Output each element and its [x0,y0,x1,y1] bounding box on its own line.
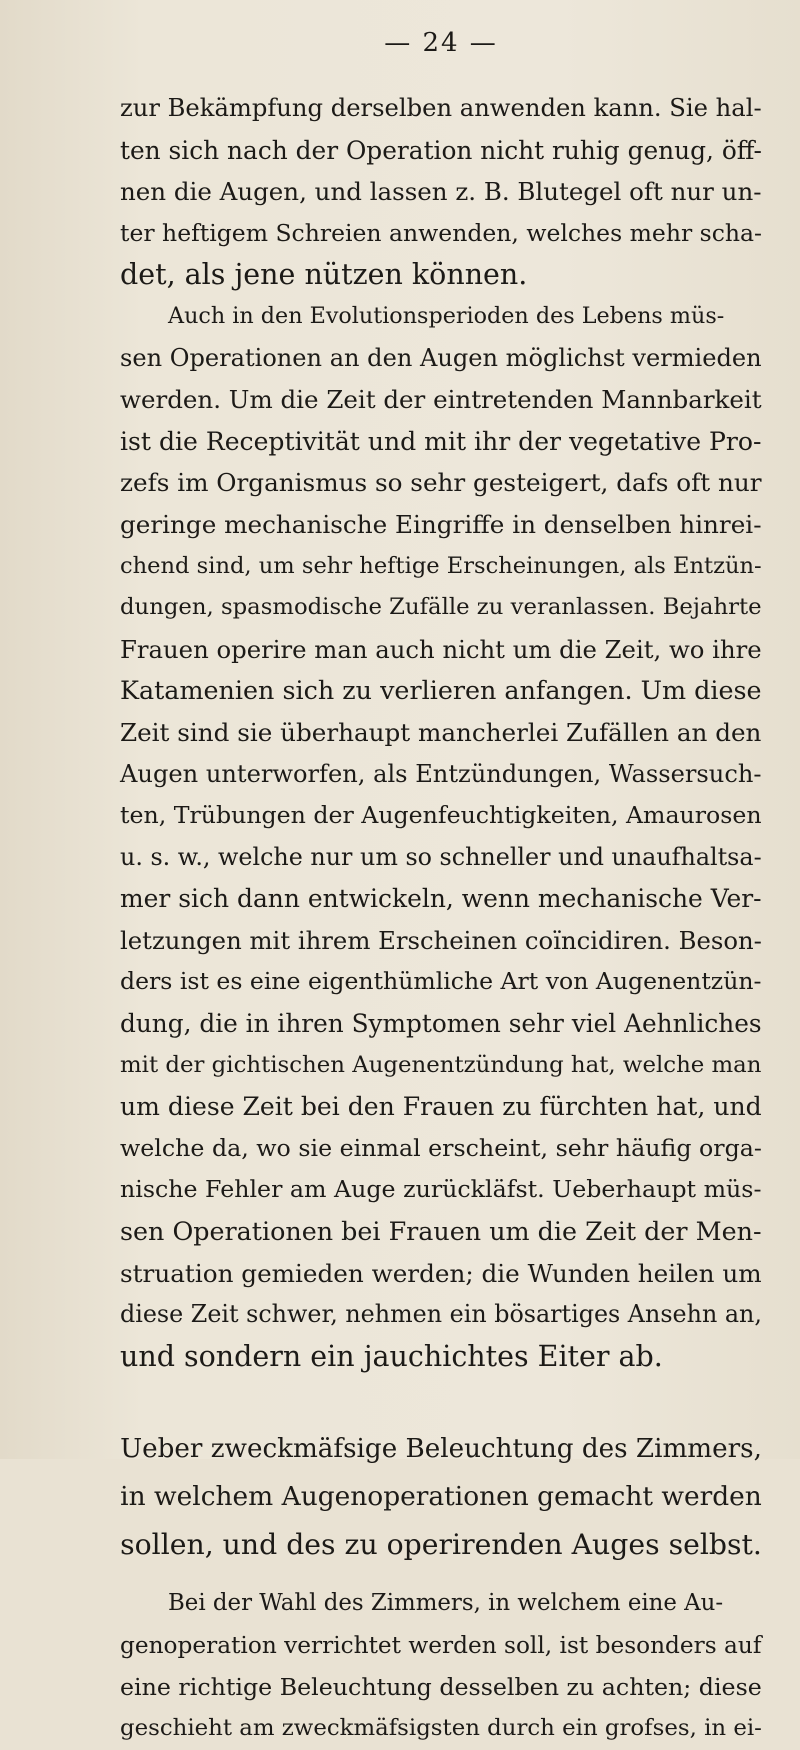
text-line: mer sich dann entwickeln, wenn mechanische Ver- [120,884,762,914]
text-line: werden. Um die Zeit der eintretenden Mannbarkeit [120,385,762,415]
text-line: ders ist es eine eigenthümliche Art von Augenentzün- [120,967,762,996]
text-line: det, als jene nützen können. [120,258,528,292]
text-line: struation gemieden werden; die Wunden heilen um [120,1258,762,1288]
paragraph-1 [120,88,762,296]
text-line: welche da, wo sie einmal erscheint, sehr häufig orga- [120,1133,762,1162]
text-line: letzungen mit ihrem Erscheinen coïncidiren. Beson- [120,925,762,955]
text-line: ten, Trübungen der Augenfeuchtigkeiten, Amaurosen [120,801,762,830]
text-line: Bei der Wahl des Zimmers, in welchem eine Au- [168,1590,724,1617]
text-line: nische Fehler am Auge zurückläfst. Ueberhaupt müs- [120,1175,762,1204]
paragraph-2 [120,296,762,1377]
text-line: genoperation verrichtet werden soll, ist besonders auf [120,1632,762,1659]
text-line: zur Bekämpfung derselben anwenden kann. Sie hal- [120,94,762,122]
text-line: geringe mechanische Eingriffe in denselben hinrei- [120,509,762,539]
text-line: und sondern ein jauchichtes Eiter ab. [120,1339,663,1373]
text-line: Auch in den Evolutionsperioden des Lebens müs- [168,302,725,329]
text-line: ter heftigem Schreien anwenden, welches mehr scha- [120,218,762,247]
text-line: um diese Zeit bei den Frauen zu fürchten hat, und [120,1092,762,1122]
text-line: sen Operationen an den Augen möglichst vermieden [120,343,762,372]
text-line: Zeit sind sie überhaupt mancherlei Zufällen an den [120,717,762,747]
heading-line: Ueber zweckmäfsige Beleuchtung des Zimmers, [120,1434,762,1465]
text-line: ist die Receptivität und mit ihr der vegetative Pro- [120,426,762,456]
section-heading [120,1425,762,1569]
text-line: geschieht am zweckmäfsigsten durch ein grofses, in ei- [120,1715,762,1742]
page-number: — 24 — [384,28,498,58]
text-line: dungen, spasmodische Zufälle zu veranlassen. Bejahrte [120,594,762,621]
paragraph-3 [120,1583,762,1749]
text-line: chend sind, um sehr heftige Erscheinungen, als Entzün- [120,552,762,579]
text-line: mit der gichtischen Augenentzündung hat, welche man [120,1051,762,1078]
heading-line: in welchem Augenoperationen gemacht werden [120,1481,762,1513]
text-line: Katamenien sich zu verlieren anfangen. Um diese [120,675,762,706]
text-line: ten sich nach der Operation nicht ruhig genug, öff- [120,135,762,165]
text-line: eine richtige Beleuchtung desselben zu achten; diese [120,1672,762,1701]
text-line: zefs im Organismus so sehr gesteigert, dafs oft nur [120,468,762,498]
text-line: u. s. w., welche nur um so schneller und unaufhaltsa- [120,842,762,871]
text-line: diese Zeit schwer, nehmen ein bösartiges Ansehn an, [120,1300,762,1329]
text-line: dung, die in ihren Symptomen sehr viel Aehnliches [120,1009,762,1039]
text-line: nen die Augen, und lassen z. B. Blutegel oft nur un- [120,177,762,207]
text-line: Augen unterworfen, als Entzündungen, Wassersuch- [120,759,762,788]
text-line: sen Operationen bei Frauen um die Zeit der Men- [120,1216,762,1247]
text-line: Frauen operire man auch nicht um die Zeit, wo ihre [120,634,762,664]
heading-line: sollen, und des zu operirenden Auges selbst. [120,1528,762,1562]
